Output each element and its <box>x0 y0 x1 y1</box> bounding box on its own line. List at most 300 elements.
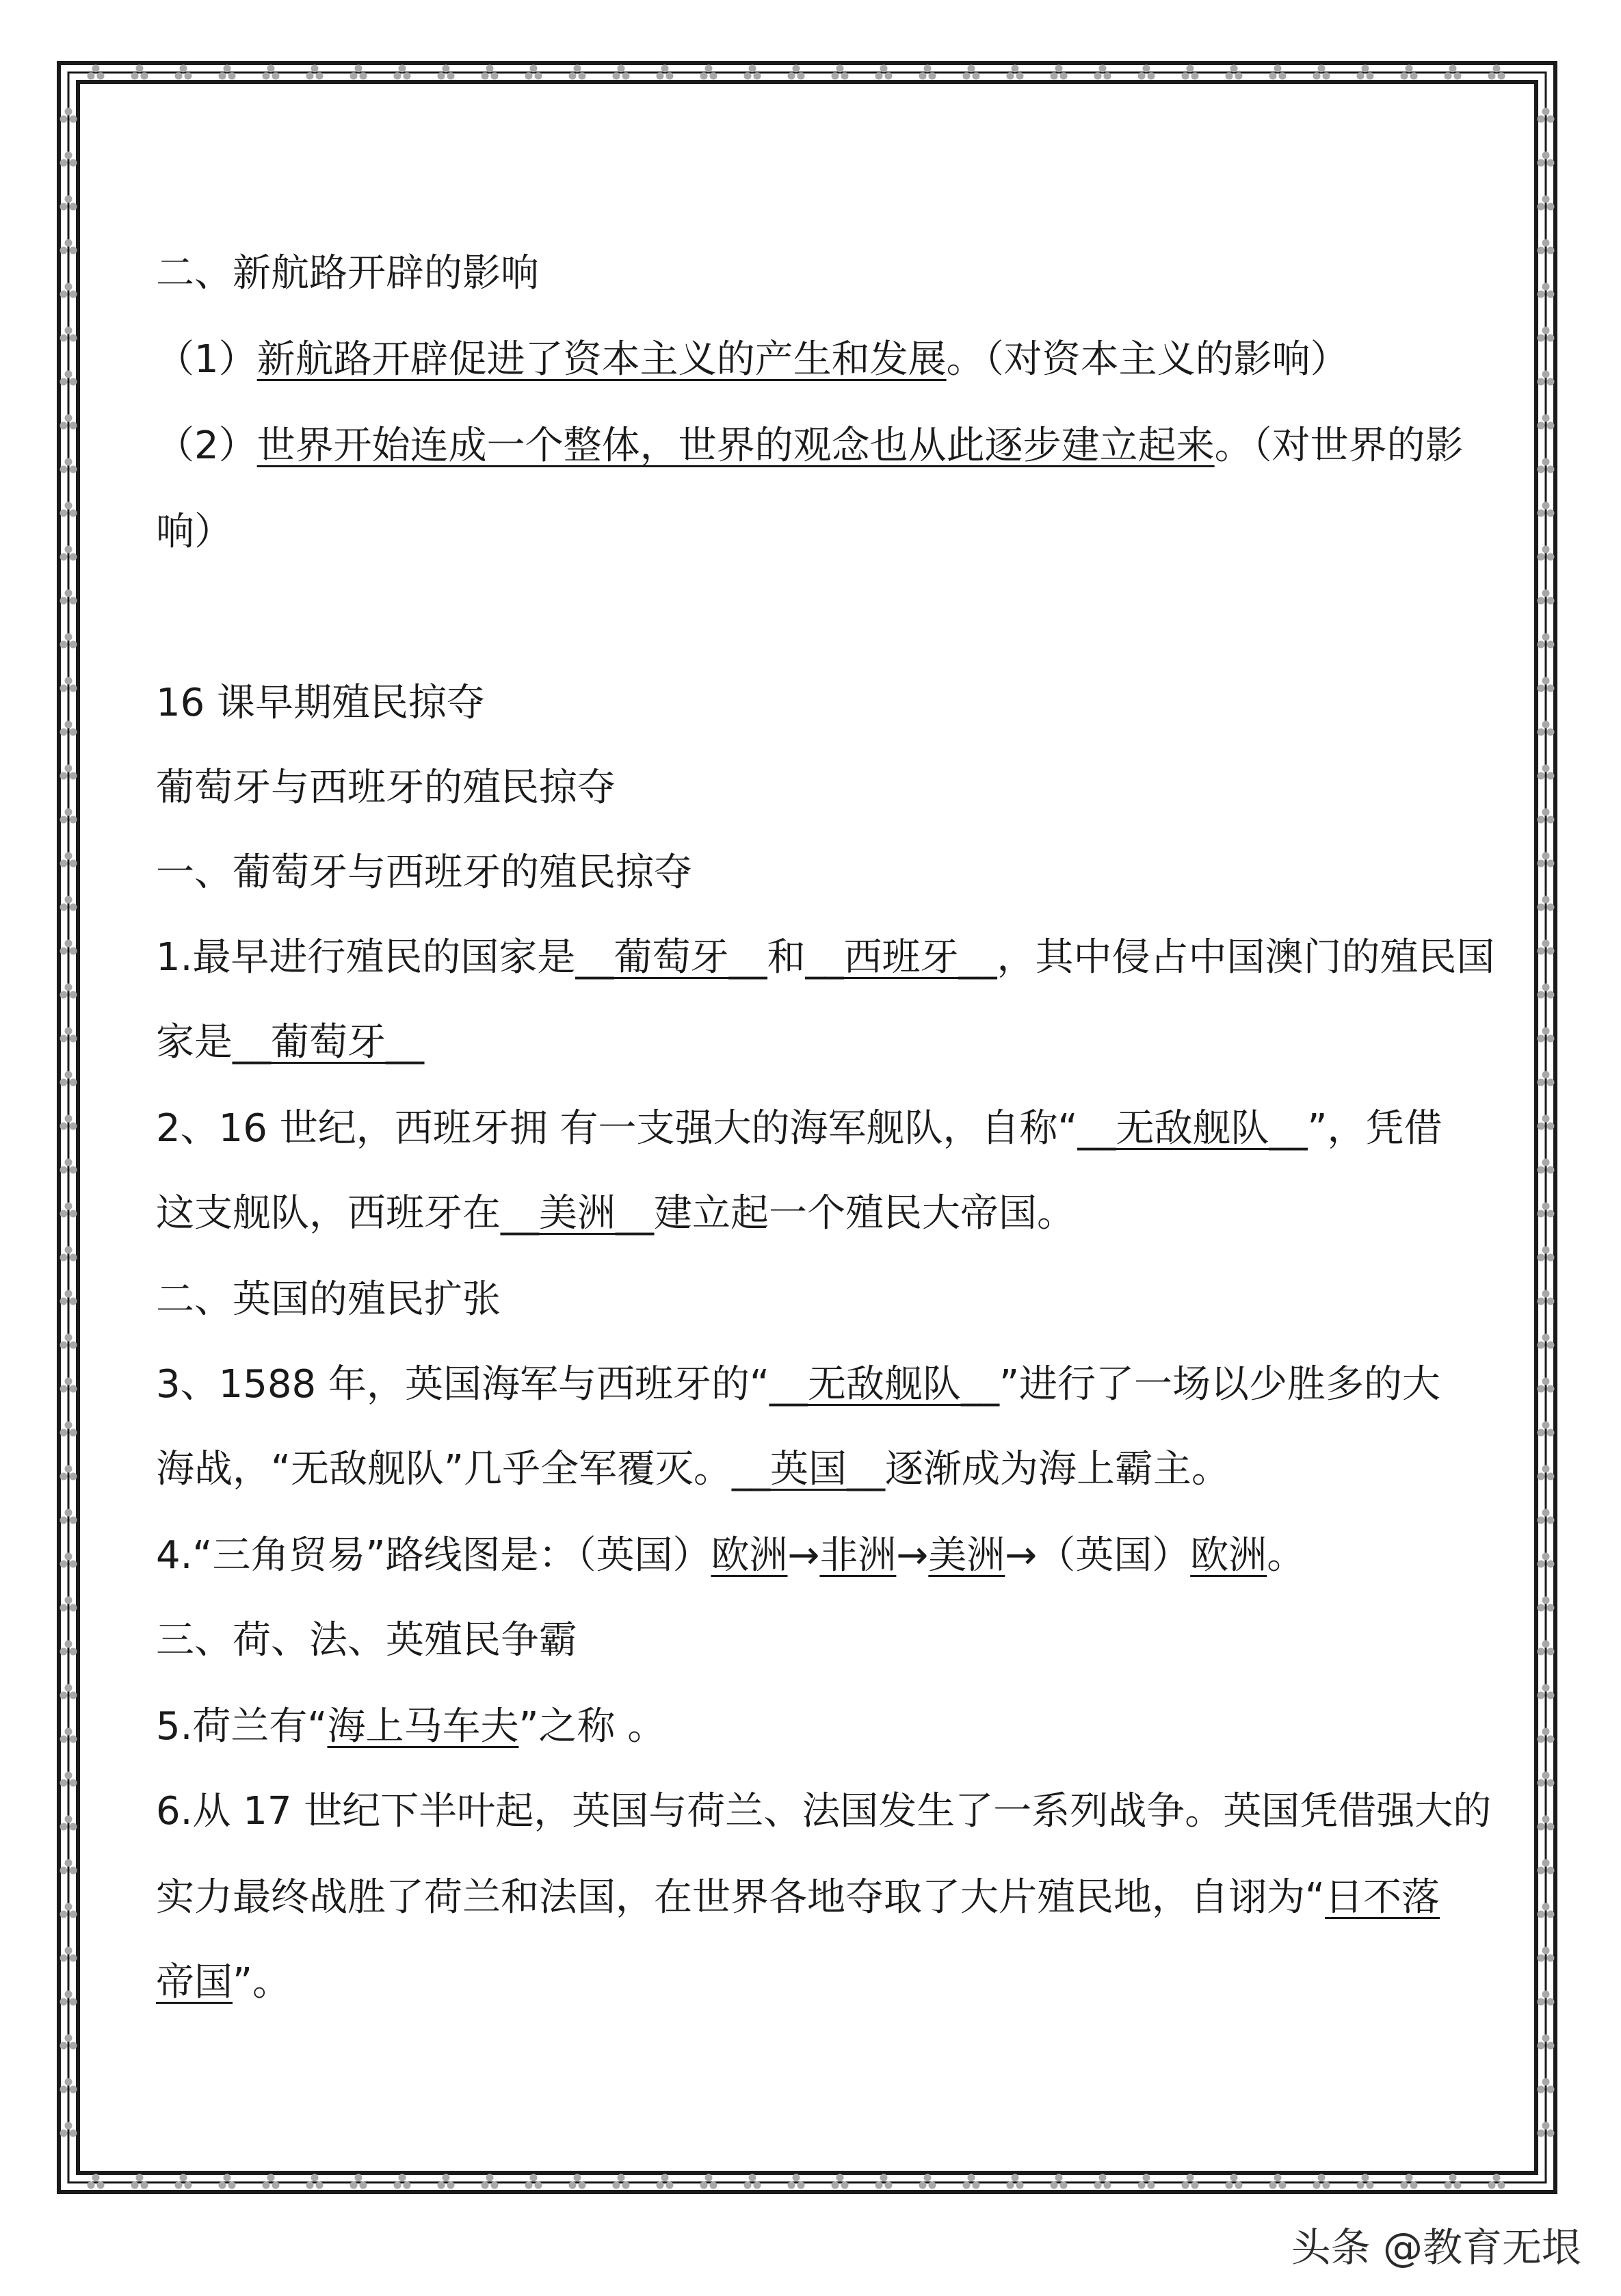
border-dot <box>919 73 927 80</box>
border-dot <box>1542 1947 1550 1955</box>
border-dot <box>486 65 494 73</box>
border-dot <box>60 597 68 605</box>
border-dot <box>1269 73 1277 80</box>
border-dot <box>70 816 77 824</box>
border-dot <box>60 1561 68 1568</box>
border-dot <box>88 73 95 80</box>
border-dot <box>1099 65 1107 73</box>
border-dot <box>1313 73 1321 80</box>
border-dot <box>1187 2174 1194 2182</box>
border-dot <box>1538 1210 1545 1218</box>
border-dot <box>65 458 73 466</box>
border-dot <box>65 677 73 685</box>
border-dot <box>1542 721 1550 729</box>
border-dot <box>65 1816 73 1823</box>
route-stop: 欧洲 <box>1190 1533 1267 1578</box>
border-dot <box>228 73 236 80</box>
border-dot <box>1538 1867 1545 1875</box>
border-dot <box>1542 765 1550 772</box>
border-dot <box>1012 65 1019 73</box>
border-dot <box>1191 73 1199 80</box>
border-dot <box>929 2182 936 2189</box>
border-dot <box>224 65 231 73</box>
border-dot <box>1099 2174 1107 2182</box>
border-dot <box>1538 772 1545 780</box>
border-dot <box>394 2182 401 2189</box>
border-dot <box>60 553 68 561</box>
border-dot <box>1488 73 1496 80</box>
border-dot <box>60 2086 68 2093</box>
border-dot <box>60 1823 68 1831</box>
border-dot <box>1357 73 1365 80</box>
border-dot <box>1542 239 1550 247</box>
border-dot <box>1547 597 1555 605</box>
border-dot <box>1547 641 1555 649</box>
question-6-end: 帝国”。 <box>156 1960 291 2005</box>
border-dot <box>482 73 489 80</box>
border-dot <box>1538 1823 1545 1831</box>
border-dot <box>705 2174 713 2182</box>
border-dot <box>482 2182 489 2189</box>
border-dot <box>1547 1342 1555 1349</box>
border-dot <box>443 2174 450 2182</box>
border-dot <box>60 2042 68 2050</box>
border-dot <box>1362 2174 1369 2182</box>
border-dot <box>65 940 73 948</box>
border-dot <box>1538 816 1545 824</box>
border-dot <box>60 203 68 211</box>
border-dot <box>70 1692 77 1699</box>
border-dot <box>70 1079 77 1086</box>
border-dot <box>65 765 73 772</box>
border-dot <box>70 1166 77 1174</box>
border-dot <box>70 159 77 167</box>
border-dot <box>404 73 411 80</box>
border-dot <box>744 73 752 80</box>
border-dot <box>1007 73 1014 80</box>
border-dot <box>1538 116 1545 123</box>
border-dot <box>65 1334 73 1342</box>
border-dot <box>1362 65 1369 73</box>
border-dot <box>486 2174 494 2182</box>
border-dot <box>1547 1429 1555 1437</box>
border-dot <box>70 510 77 517</box>
border-dot <box>65 2035 73 2042</box>
border-dot <box>1547 1867 1555 1875</box>
border-dot <box>219 2182 226 2189</box>
border-dot <box>70 1648 77 1656</box>
border-dot <box>65 634 73 641</box>
border-dot <box>65 1028 73 1035</box>
border-dot <box>65 196 73 203</box>
border-dot <box>60 904 68 911</box>
border-dot <box>1542 1641 1550 1648</box>
border-dot <box>185 73 192 80</box>
border-dot <box>1542 1903 1550 1911</box>
border-dot <box>1542 327 1550 335</box>
answer-blank: __葡萄牙__ <box>575 935 767 980</box>
border-dot <box>70 597 77 605</box>
border-dot <box>355 65 363 73</box>
border-dot <box>924 65 932 73</box>
border-dot <box>65 1115 73 1123</box>
border-dot <box>60 729 68 736</box>
border-dot <box>1547 1955 1555 1962</box>
answer-text: 日不落 <box>1325 1875 1440 1920</box>
border-dot <box>65 1290 73 1298</box>
border-dot <box>1538 1561 1545 1568</box>
border-dot <box>272 73 280 80</box>
border-dot <box>60 1210 68 1218</box>
border-dot <box>1318 65 1326 73</box>
border-dot <box>1538 1254 1545 1262</box>
answer-blank: __英国__ <box>732 1447 886 1491</box>
border-dot <box>60 116 68 123</box>
border-dot <box>1547 860 1555 867</box>
border-dot <box>70 1867 77 1875</box>
border-dot <box>744 2182 752 2189</box>
border-dot <box>1542 1290 1550 1298</box>
border-dot <box>1547 1079 1555 1086</box>
border-dot <box>65 1641 73 1648</box>
border-dot <box>1542 1509 1550 1517</box>
border-dot <box>1498 2182 1505 2189</box>
border-dot <box>613 73 620 80</box>
border-dot <box>1274 65 1282 73</box>
border-dot <box>1143 65 1150 73</box>
question-5: 5.荷兰有“海上马车夫”之称 。 <box>156 1704 666 1749</box>
border-dot <box>657 2182 664 2189</box>
answer-text: 海上马车夫 <box>327 1704 519 1749</box>
part-heading-3: 三、荷、法、英殖民争霸 <box>156 1618 577 1662</box>
border-dot <box>65 415 73 422</box>
border-dot <box>65 2078 73 2086</box>
border-dot <box>70 247 77 255</box>
border-dot <box>661 65 669 73</box>
border-dot <box>263 73 270 80</box>
border-dot <box>1542 1203 1550 1210</box>
border-dot <box>70 2130 77 2137</box>
border-dot <box>1547 2042 1555 2050</box>
border-dot <box>1323 73 1330 80</box>
route-stop: 美洲 <box>928 1533 1005 1578</box>
border-dot <box>1060 2182 1068 2189</box>
border-dot <box>1542 1071 1550 1079</box>
border-dot <box>963 73 971 80</box>
border-dot <box>65 1772 73 1779</box>
border-dot <box>1538 904 1545 911</box>
border-dot <box>798 2182 805 2189</box>
border-dot <box>394 73 401 80</box>
border-dot <box>1016 2182 1024 2189</box>
border-dot <box>880 65 888 73</box>
border-dot <box>1547 203 1555 211</box>
border-dot <box>1454 2182 1462 2189</box>
border-dot <box>404 2182 411 2189</box>
border-dot <box>1094 2182 1102 2189</box>
border-dot <box>65 283 73 291</box>
border-dot <box>70 1342 77 1349</box>
question-1: 1.最早进行殖民的国家是__葡萄牙__和__西班牙__，其中侵占中国澳门的殖民国 <box>156 935 1495 980</box>
border-dot <box>1542 634 1550 641</box>
border-dot <box>973 73 980 80</box>
border-dot <box>1538 1648 1545 1656</box>
question-6: 6.从 17 世纪下半叶起，英国与荷兰、法国发生了一系列战争。英国凭借强大的 <box>156 1789 1492 1834</box>
border-dot <box>70 772 77 780</box>
border-dot <box>60 1079 68 1086</box>
border-dot <box>70 203 77 211</box>
border-dot <box>70 1035 77 1043</box>
border-dot <box>1538 203 1545 211</box>
border-dot <box>175 2182 183 2189</box>
border-dot <box>1542 1334 1550 1342</box>
border-dot <box>65 152 73 159</box>
border-dot <box>60 860 68 867</box>
border-dot <box>141 73 148 80</box>
border-dot <box>65 1071 73 1079</box>
border-dot <box>841 2182 849 2189</box>
border-dot <box>798 73 805 80</box>
border-dot <box>1493 2174 1501 2182</box>
border-dot <box>60 2130 68 2137</box>
border-dot <box>535 2182 542 2189</box>
border-dot <box>60 772 68 780</box>
border-dot <box>360 73 367 80</box>
border-dot <box>924 2174 932 2182</box>
border-dot <box>1547 553 1555 561</box>
border-dot <box>70 422 77 430</box>
border-dot <box>438 73 445 80</box>
border-dot <box>749 65 756 73</box>
border-dot <box>1187 65 1194 73</box>
part-heading-2: 二、英国的殖民扩张 <box>156 1277 501 1322</box>
border-dot <box>1138 73 1146 80</box>
border-dot <box>360 2182 367 2189</box>
border-dot <box>1406 65 1413 73</box>
border-dot <box>60 1473 68 1480</box>
border-dot <box>65 721 73 729</box>
border-dot <box>1406 2174 1413 2182</box>
border-dot <box>1542 1159 1550 1166</box>
border-dot <box>1323 2182 1330 2189</box>
border-dot <box>1547 1035 1555 1043</box>
border-dot <box>1547 1123 1555 1130</box>
border-dot <box>355 2174 363 2182</box>
border-dot <box>1182 2182 1189 2189</box>
border-dot <box>841 73 849 80</box>
border-dot <box>1007 2182 1014 2189</box>
question-6-continued: 实力最终战胜了荷兰和法国，在世界各地夺取了大片殖民地，自诩为“日不落 <box>156 1875 1440 1920</box>
border-dot <box>1410 73 1418 80</box>
border-dot <box>65 1159 73 1166</box>
border-dot <box>136 65 144 73</box>
border-dot <box>70 1604 77 1612</box>
border-dot <box>968 2174 975 2182</box>
border-dot <box>1542 1422 1550 1429</box>
border-dot <box>70 1955 77 1962</box>
border-dot <box>60 1385 68 1393</box>
border-dot <box>1498 73 1505 80</box>
border-dot <box>306 73 314 80</box>
border-dot <box>219 73 226 80</box>
border-dot <box>65 327 73 335</box>
border-dot <box>1542 1597 1550 1604</box>
border-dot <box>70 860 77 867</box>
border-dot <box>60 1429 68 1437</box>
border-dot <box>1445 73 1452 80</box>
border-dot <box>1542 1115 1550 1123</box>
border-dot <box>1542 1816 1550 1823</box>
border-dot <box>618 2174 625 2182</box>
border-dot <box>1547 816 1555 824</box>
border-dot <box>60 685 68 692</box>
border-dot <box>70 641 77 649</box>
border-dot <box>141 2182 148 2189</box>
border-dot <box>1547 1254 1555 1262</box>
border-dot <box>1542 1991 1550 1998</box>
border-dot <box>1542 1378 1550 1385</box>
border-dot <box>350 2182 358 2189</box>
border-dot <box>1547 1998 1555 2006</box>
border-dot <box>70 378 77 386</box>
border-dot <box>1547 1736 1555 1743</box>
border-dot <box>525 73 533 80</box>
border-dot <box>60 422 68 430</box>
border-dot <box>65 852 73 860</box>
border-dot <box>491 2182 499 2189</box>
border-dot <box>1547 422 1555 430</box>
border-dot <box>880 2174 888 2182</box>
border-dot <box>60 1736 68 1743</box>
border-dot <box>1538 510 1545 517</box>
border-dot <box>1542 1684 1550 1692</box>
border-dot <box>1274 2174 1282 2182</box>
border-dot <box>70 466 77 473</box>
answer-blank: __无敌舰队__ <box>1077 1106 1308 1151</box>
border-dot <box>1538 291 1545 298</box>
border-dot <box>399 2174 406 2182</box>
border-dot <box>1542 502 1550 510</box>
border-dot <box>65 1903 73 1911</box>
border-dot <box>1104 2182 1111 2189</box>
border-dot <box>1051 73 1058 80</box>
border-dot <box>1269 2182 1277 2189</box>
border-dot <box>1547 685 1555 692</box>
border-dot <box>1410 2182 1418 2189</box>
border-dot <box>306 2182 314 2189</box>
border-dot <box>60 991 68 999</box>
border-dot <box>60 466 68 473</box>
border-dot <box>1542 196 1550 203</box>
border-dot <box>1538 2086 1545 2093</box>
border-dot <box>1367 73 1374 80</box>
border-dot <box>65 239 73 247</box>
border-dot <box>1051 2182 1058 2189</box>
border-dot <box>65 1947 73 1955</box>
border-dot <box>1538 1035 1545 1043</box>
border-dot <box>1538 1692 1545 1699</box>
border-dot <box>1538 597 1545 605</box>
border-dot <box>311 2174 319 2182</box>
border-dot <box>836 2174 844 2182</box>
route-stop: 欧洲 <box>711 1533 788 1578</box>
border-dot <box>1547 159 1555 167</box>
border-dot <box>700 73 708 80</box>
border-dot <box>70 1254 77 1262</box>
border-dot <box>65 1991 73 1998</box>
border-dot <box>65 371 73 378</box>
border-dot <box>491 73 499 80</box>
border-dot <box>1318 2174 1326 2182</box>
border-dot <box>1538 1998 1545 2006</box>
border-dot <box>788 73 795 80</box>
border-dot <box>885 2182 893 2189</box>
border-dot <box>70 291 77 298</box>
border-dot <box>60 510 68 517</box>
border-dot <box>70 1779 77 1787</box>
border-dot <box>530 65 538 73</box>
border-dot <box>1538 860 1545 867</box>
watermark: 头条 @教育无垠 <box>1291 2224 1581 2271</box>
border-dot <box>70 116 77 123</box>
border-dot <box>70 335 77 342</box>
border-dot <box>1547 1823 1555 1831</box>
border-dot <box>1538 1166 1545 1174</box>
border-dot <box>1547 904 1555 911</box>
lesson-subtitle: 葡萄牙与西班牙的殖民掠夺 <box>156 766 616 810</box>
border-dot <box>1148 2182 1155 2189</box>
border-dot <box>228 2182 236 2189</box>
border-dot <box>1547 1298 1555 1305</box>
border-dot <box>1547 1779 1555 1787</box>
border-dot <box>60 159 68 167</box>
border-dot <box>185 2182 192 2189</box>
border-dot <box>1538 378 1545 386</box>
border-dot <box>60 1342 68 1349</box>
border-dot <box>1538 991 1545 999</box>
border-dot <box>65 1860 73 1867</box>
border-dot <box>1542 940 1550 948</box>
border-dot <box>1542 809 1550 816</box>
border-dot <box>788 2182 795 2189</box>
border-dot <box>1547 335 1555 342</box>
border-dot <box>1235 73 1243 80</box>
border-dot <box>1542 458 1550 466</box>
border-dot <box>350 73 358 80</box>
border-dot <box>1542 852 1550 860</box>
border-dot <box>1542 108 1550 116</box>
impact-item-2-continued: 响） <box>156 510 233 554</box>
border-dot <box>438 2182 445 2189</box>
border-dot <box>666 2182 674 2189</box>
border-dot <box>65 1422 73 1429</box>
border-dot <box>574 65 581 73</box>
border-dot <box>1445 2182 1452 2189</box>
border-dot <box>70 1210 77 1218</box>
border-dot <box>180 2174 187 2182</box>
border-dot <box>60 1035 68 1043</box>
border-dot <box>836 65 844 73</box>
border-dot <box>1138 2182 1146 2189</box>
border-dot <box>1538 1517 1545 1524</box>
border-dot <box>60 948 68 955</box>
border-dot <box>65 2122 73 2130</box>
border-dot <box>1538 1385 1545 1393</box>
border-dot <box>180 65 187 73</box>
border-dot <box>1547 116 1555 123</box>
border-dot <box>1538 1123 1545 1130</box>
border-dot <box>70 1911 77 1918</box>
